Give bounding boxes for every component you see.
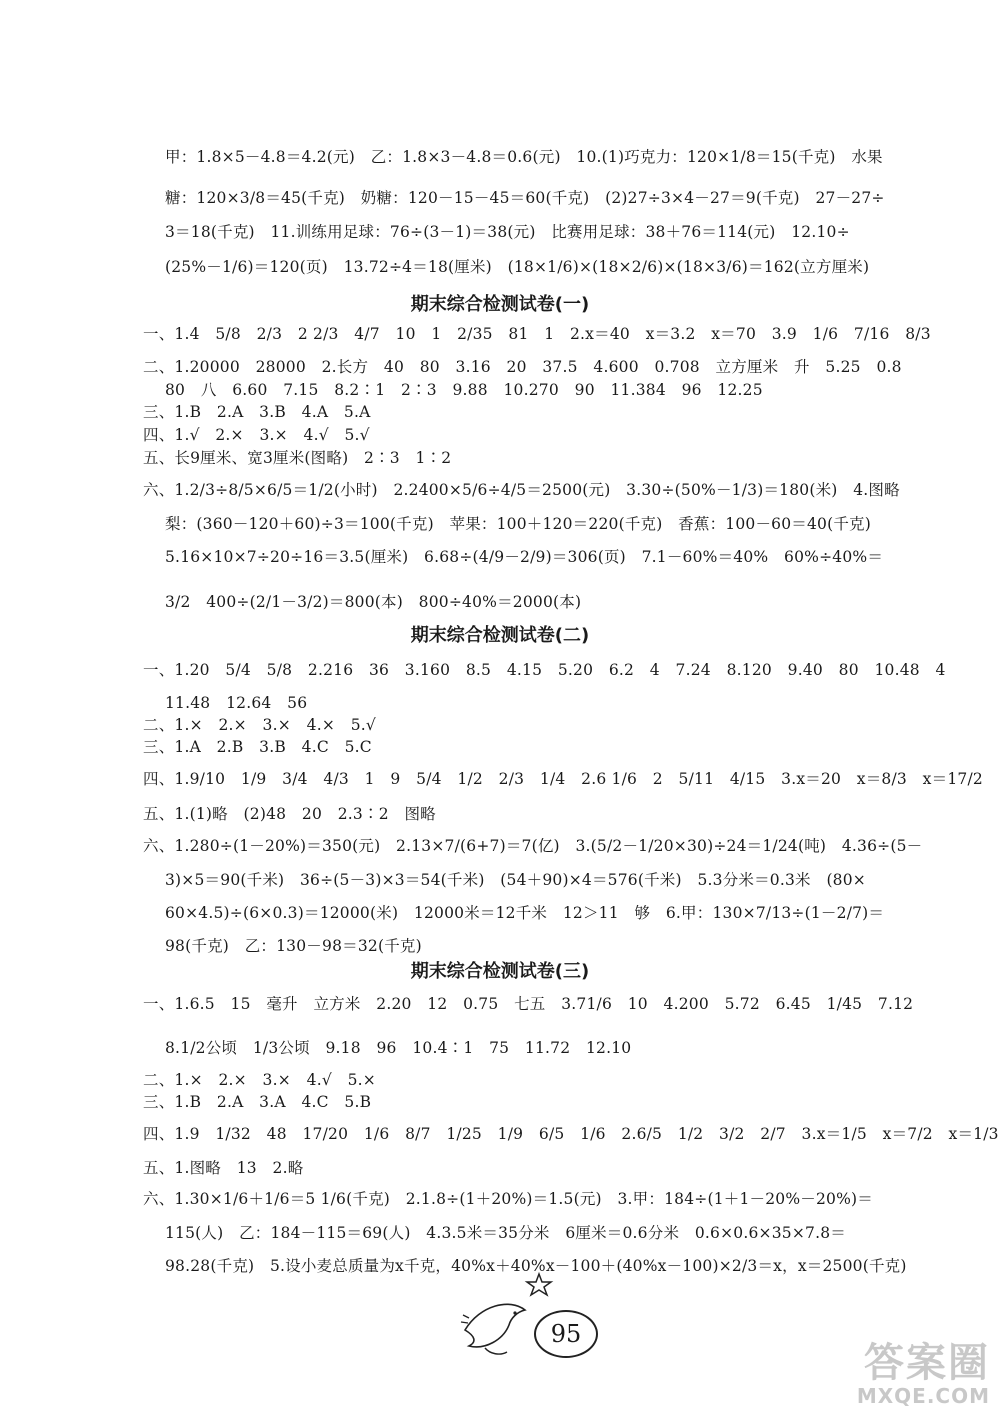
answer-line: 糖：120×3/8＝45(千克) 奶糖：120－15－45＝60(千克) (2)27÷3×4－27＝9(千克) 27－27÷ — [165, 189, 885, 207]
answer-line: 二、1.× 2.× 3.× 4.√ 5.× — [143, 1071, 376, 1089]
answer-line: (25%－1/6)＝120(页) 13.72÷4＝18(厘米) (18×1/6)×(18×2/6)×(18×3/6)＝162(立方厘米) — [165, 258, 870, 276]
answer-line: 六、1.30×1/6＋1/6＝5 1/6(千克) 2.1.8÷(1＋20%)＝1.5(元) 3.甲：184÷(1＋1－20%－20%)＝ — [143, 1190, 873, 1208]
site-watermark — [750, 1341, 990, 1411]
answer-line: 六、1.280÷(1－20%)＝350(元) 2.13×7/(6+7)＝7(亿) 3.(5/2－1/20×30)÷24＝1/24(吨) 4.36÷(5－ — [143, 837, 923, 855]
section-title: 期末综合检测试卷(一) — [410, 294, 590, 315]
answer-line: 5.16×10×7÷20÷16＝3.5(厘米) 6.68÷(4/9－2/9)＝306(页) 7.1－60%＝40% 60%÷40%＝ — [165, 548, 884, 566]
answer-line: 二、1.× 2.× 3.× 4.× 5.√ — [143, 716, 376, 734]
answer-line: 梨：(360－120＋60)÷3＝100(千克) 苹果：100＋120＝220(千克) 香蕉：100－60＝40(千克) — [165, 515, 871, 533]
answer-line: 甲：1.8×5－4.8＝4.2(元) 乙：1.8×3－4.8＝0.6(元) 10.(1)巧克力：120×1/8＝15(千克) 水果 — [165, 148, 883, 166]
answer-line: 五、长9厘米、宽3厘米(图略) 2∶3 1∶2 — [143, 449, 452, 467]
answer-line: 五、1.图略 13 2.略 — [143, 1159, 304, 1177]
answer-line: 六、1.2/3÷8/5×6/5＝1/2(小时) 2.2400×5/6÷4/5＝2500(元) 3.30÷(50%－1/3)＝180(米) 4.图略 — [143, 481, 900, 499]
section-title: 期末综合检测试卷(二) — [410, 625, 590, 646]
answer-line: 三、1.B 2.A 3.A 4.C 5.B — [143, 1093, 372, 1111]
answer-line: 三、1.A 2.B 3.B 4.C 5.C — [143, 738, 372, 756]
answer-line: 8.1/2公顷 1/3公顷 9.18 96 10.4∶1 75 11.72 12.10 — [165, 1039, 632, 1057]
answer-line: 四、1.√ 2.× 3.× 4.√ 5.√ — [143, 426, 370, 444]
answer-line: 五、1.(1)略 (2)48 20 2.3∶2 图略 — [143, 805, 436, 823]
answer-line: 11.48 12.64 56 — [165, 694, 308, 712]
answer-line: 98(千克) 乙：130－98＝32(千克) — [165, 937, 422, 955]
answer-line: 四、1.9 1/32 48 17/20 1/6 8/7 1/25 1/9 6/5 1/6 2.6/5 1/2 3/2 2/7 3.x＝1/5 x＝7/2 x＝1/3 — [143, 1125, 999, 1143]
answer-line: 二、1.20000 28000 2.长方 40 80 3.16 20 37.5 4.600 0.708 立方厘米 升 5.25 0.8 — [143, 358, 902, 376]
section-title: 期末综合检测试卷(三) — [410, 961, 590, 982]
watermark-en: MXQE.COM — [856, 1384, 990, 1408]
answer-line: 一、1.20 5/4 5/8 2.216 36 3.160 8.5 4.15 5.20 6.2 4 7.24 8.120 9.40 80 10.48 4 — [143, 661, 946, 679]
answer-line: 80 八 6.60 7.15 8.2∶1 2∶3 9.88 10.270 90 11.384 96 12.25 — [165, 381, 763, 399]
page-number: 95 — [534, 1310, 598, 1358]
watermark-cn: 答案圈 — [864, 1340, 990, 1386]
answer-line: 115(人) 乙：184－115＝69(人) 4.3.5米＝35分米 6厘米＝0.6分米 0.6×0.6×35×7.8＝ — [165, 1224, 846, 1242]
answer-line: 一、1.4 5/8 2/3 2 2/3 4/7 10 1 2/35 81 1 2.x＝40 x＝3.2 x＝70 3.9 1/6 7/16 8/3 — [143, 325, 931, 343]
answer-line: 98.28(千克) 5.设小麦总质量为x千克，40%x＋40%x－100＋(40%x－100)×2/3＝x，x＝2500(千克) — [165, 1257, 907, 1275]
answer-line: 3)×5＝90(千米) 36÷(5－3)×3＝54(千米) (54＋90)×4＝576(千米) 5.3分米＝0.3米 (80× — [165, 871, 866, 889]
answer-line: 3/2 400÷(2/1－3/2)＝800(本) 800÷40%＝2000(本) — [165, 593, 582, 611]
answer-line: 3＝18(千克) 11.训练用足球：76÷(3－1)＝38(元) 比赛用足球：38＋76＝114(元) 12.10÷ — [165, 223, 850, 241]
answer-line: 一、1.6.5 15 毫升 立方米 2.20 12 0.75 七五 3.71/6 10 4.200 5.72 6.45 1/45 7.12 — [143, 995, 914, 1013]
answer-line: 四、1.9/10 1/9 3/4 4/3 1 9 5/4 1/2 2/3 1/4 2.6 1/6 2 5/11 4/15 3.x＝20 x＝8/3 x＝17/2 — [143, 770, 983, 788]
answer-line: 三、1.B 2.A 3.B 4.A 5.A — [143, 403, 371, 421]
answer-line: 60×4.5)÷(6×0.3)＝12000(米) 12000米＝12千米 12＞11 够 6.甲：130×7/13÷(1－2/7)＝ — [165, 904, 885, 922]
